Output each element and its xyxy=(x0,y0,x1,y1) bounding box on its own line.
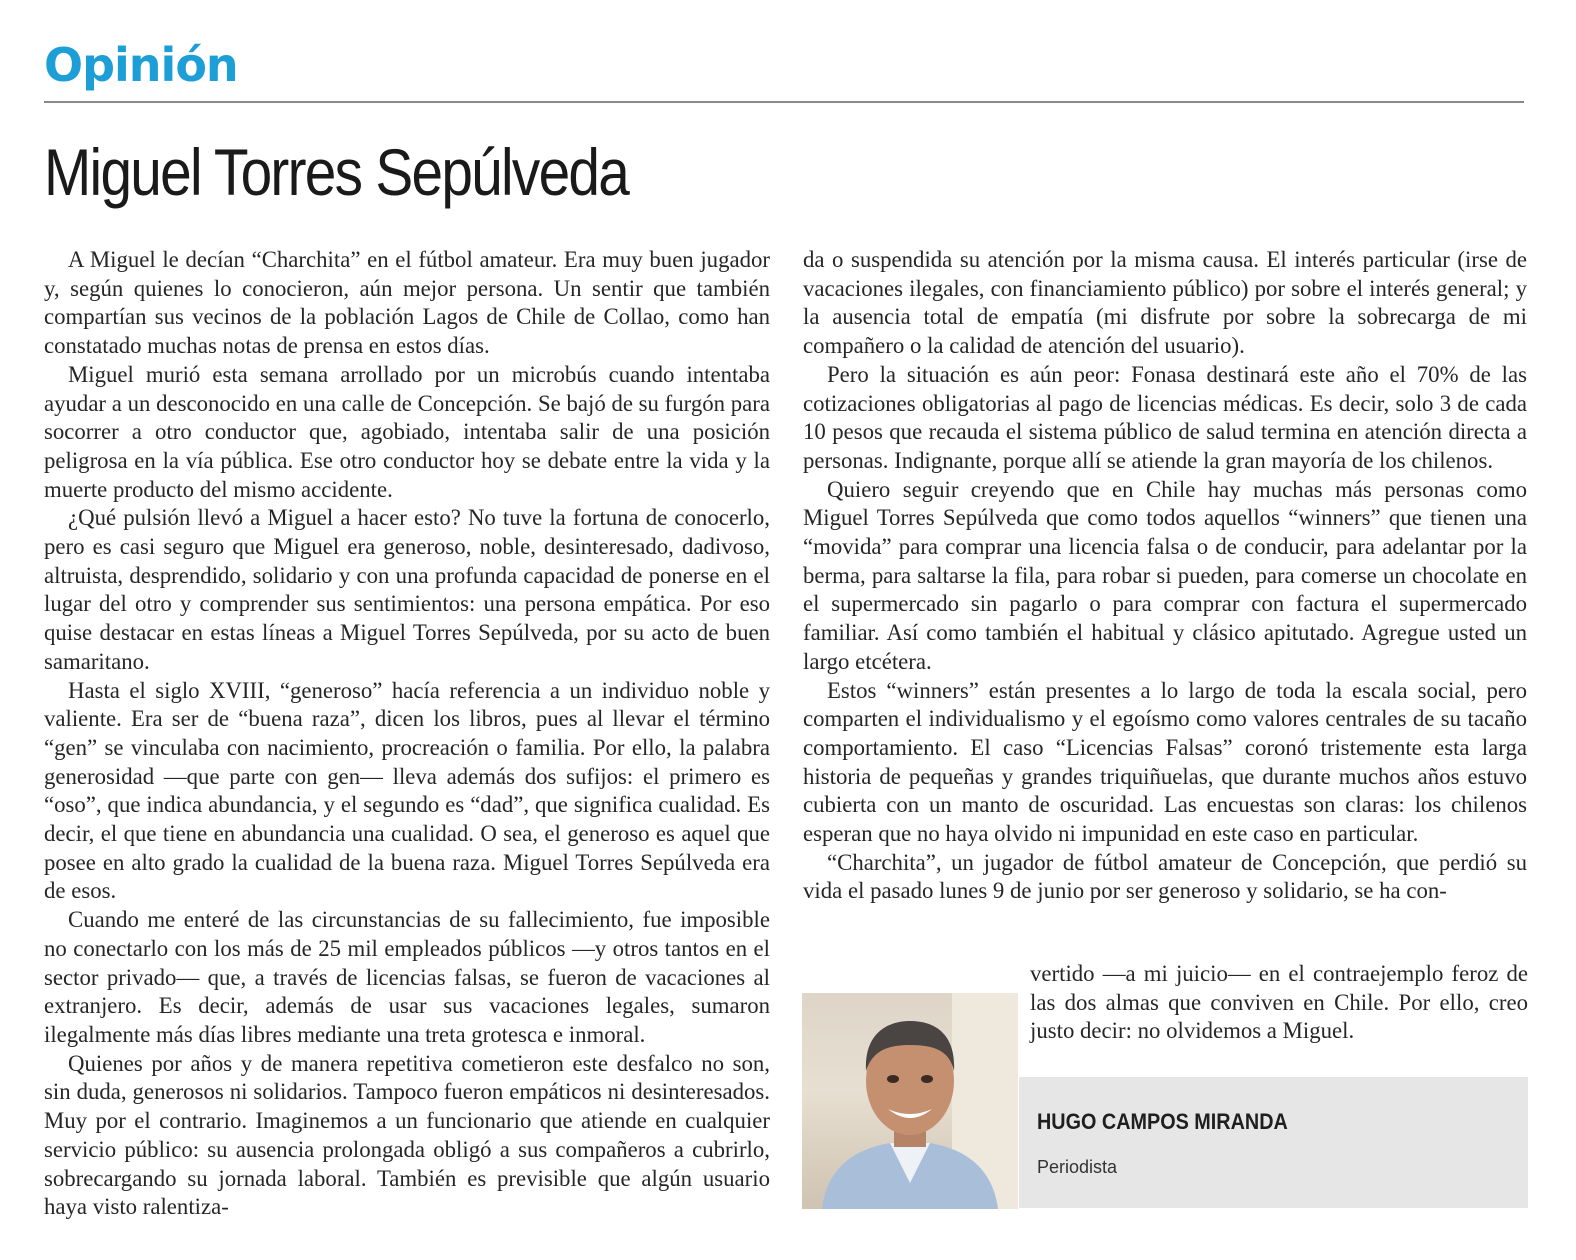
article-column-right xyxy=(803,246,1527,1046)
author-role: Periodista xyxy=(1037,1157,1118,1177)
paragraph: vertido —a mi juicio— en el contraejemplo feroz de las dos almas que conviven en Chile. Por ello, creo justo decir: no olvidemos a Miguel. xyxy=(1030,961,1528,1044)
paragraph: Pero la situación es aún peor: Fonasa destinará este año el 70% de las cotizaciones obligatorias al pago de licencias médicas. Es decir, solo 3 de cada 10 pesos que recauda el sistema público de salud termina en atención directa a personas. Indignante, porque allí se atiende la gran mayoría de los chilenos. xyxy=(803,361,1527,473)
author-portrait-icon xyxy=(802,993,1018,1209)
author-byline xyxy=(1019,1077,1528,1208)
article-headline: Miguel Torres Sepúlveda xyxy=(44,135,629,209)
paragraph: Cuando me enteré de las circunstancias de su fallecimiento, fue imposible no conectarlo con los más de 25 mil empleados públicos —y otros tantos en el sector privado— que, a través de licencias falsas, se fueron de vacaciones al extranjero. Es decir, además de usar sus vacaciones legales, sumaron ilegalmente más días libres mediante una treta grotesca e inmoral. xyxy=(44,907,770,1047)
paragraph: Estos “winners” están presentes a lo largo de toda la escala social, pero comparten el individualismo y el egoísmo como valores centrales de su tacaño comportamiento. El caso “Licencias Falsas” coronó tristemente esta larga historia de pequeñas y grandes triquiñuelas, que durante muchos años estuvo cubierta con un manto de oscuridad. Las encuestas son claras: los chilenos esperan que no haya olvido ni impunidad en este caso en particular. xyxy=(803,677,1527,847)
paragraph: Hasta el siglo XVIII, “generoso” hacía referencia a un individuo noble y valiente. Era ser de “buena raza”, dicen los libros, pues al llevar el término “gen” se vinculaba con nacimiento, procreación o familia. Por ello, la palabra generosidad —que parte con gen— lleva además dos sufijos: el primero es “oso”, que indica abundancia, y el segundo es “dad”, que significa cualidad. Es decir, el que tiene en abundancia una cualidad. O sea, el generoso es aquel que posee en alto grado la cualidad de la buena raza. Miguel Torres Sepúlveda era de esos. xyxy=(44,677,770,904)
article-closing xyxy=(1030,960,1528,1046)
paragraph: ¿Qué pulsión llevó a Miguel a hacer esto? No tuve la fortuna de conocerlo, pero es casi seguro que Miguel era generoso, noble, desinteresado, dadivoso, altruista, desprendido, solidario y con una profunda capacidad de ponerse en el lugar del otro y comprender sus sentimientos: una persona empática. Por eso quise destacar en estas líneas a Miguel Torres Sepúlveda, por su acto de buen samaritano. xyxy=(44,505,770,674)
paragraph: Quienes por años y de manera repetitiva cometieron este desfalco no son, sin duda, generosos ni solidarios. Tampoco fueron empáticos ni desinteresados. Muy por el contrario. Imaginemos a un funcionario que atiende en cualquier servicio público: su ausencia prolongada obligó a sus compañeros a cubrirlo, sobrecargando su jornada laboral. También es previsible que algún usuario haya visto ralentiza- xyxy=(44,1050,770,1220)
header-divider xyxy=(44,101,1524,103)
article-column-left xyxy=(44,246,770,1221)
paragraph: Quiero seguir creyendo que en Chile hay muchas más personas como Miguel Torres Sepúlveda que como todos aquellos “winners” que tienen una “movida” para comprar una licencia falsa o de conducir, para adelantar por la berma, para saltarse la fila, para robar si pueden, para comerse un chocolate en el supermercado sin pagarlo o para comprar con factura el supermercado familiar. Así como también el habitual y clásico apitutado. Agregue usted un largo etcétera. xyxy=(803,476,1527,674)
paragraph: A Miguel le decían “Charchita” en el fútbol amateur. Era muy buen jugador y, según quienes lo conocieron, aún mejor persona. Un sentir que también compartían sus vecinos de la población Lagos de Chile de Collao, como han constatado muchas notas de prensa en estos días. xyxy=(44,247,770,359)
paragraph: “Charchita”, un jugador de fútbol amateur de Concepción, que perdió su vida el pasado lunes 9 de junio por ser generoso y solidario, se ha con- xyxy=(803,849,1527,904)
paragraph: Miguel murió esta semana arrollado por un microbús cuando intentaba ayudar a un desconocido en una calle de Concepción. Se bajó de su furgón para socorrer a otro conductor que, agobiado, intentaba salir de una posición peligrosa en la vía pública. Ese otro conductor hoy se debate entre la vida y la muerte producto del mismo accidente. xyxy=(44,361,770,502)
author-name: HUGO CAMPOS MIRANDA xyxy=(1037,1109,1288,1134)
paragraph: da o suspendida su atención por la misma causa. El interés particular (irse de vacaciones ilegales, con financiamiento público) por sobre el interés general; y la ausencia total de empatía (mi disfrute por sobre la sobrecarga de mi compañero o la calidad de atención del usuario). xyxy=(803,247,1527,359)
author-photo xyxy=(802,993,1018,1209)
section-title: Opinión xyxy=(44,38,238,92)
